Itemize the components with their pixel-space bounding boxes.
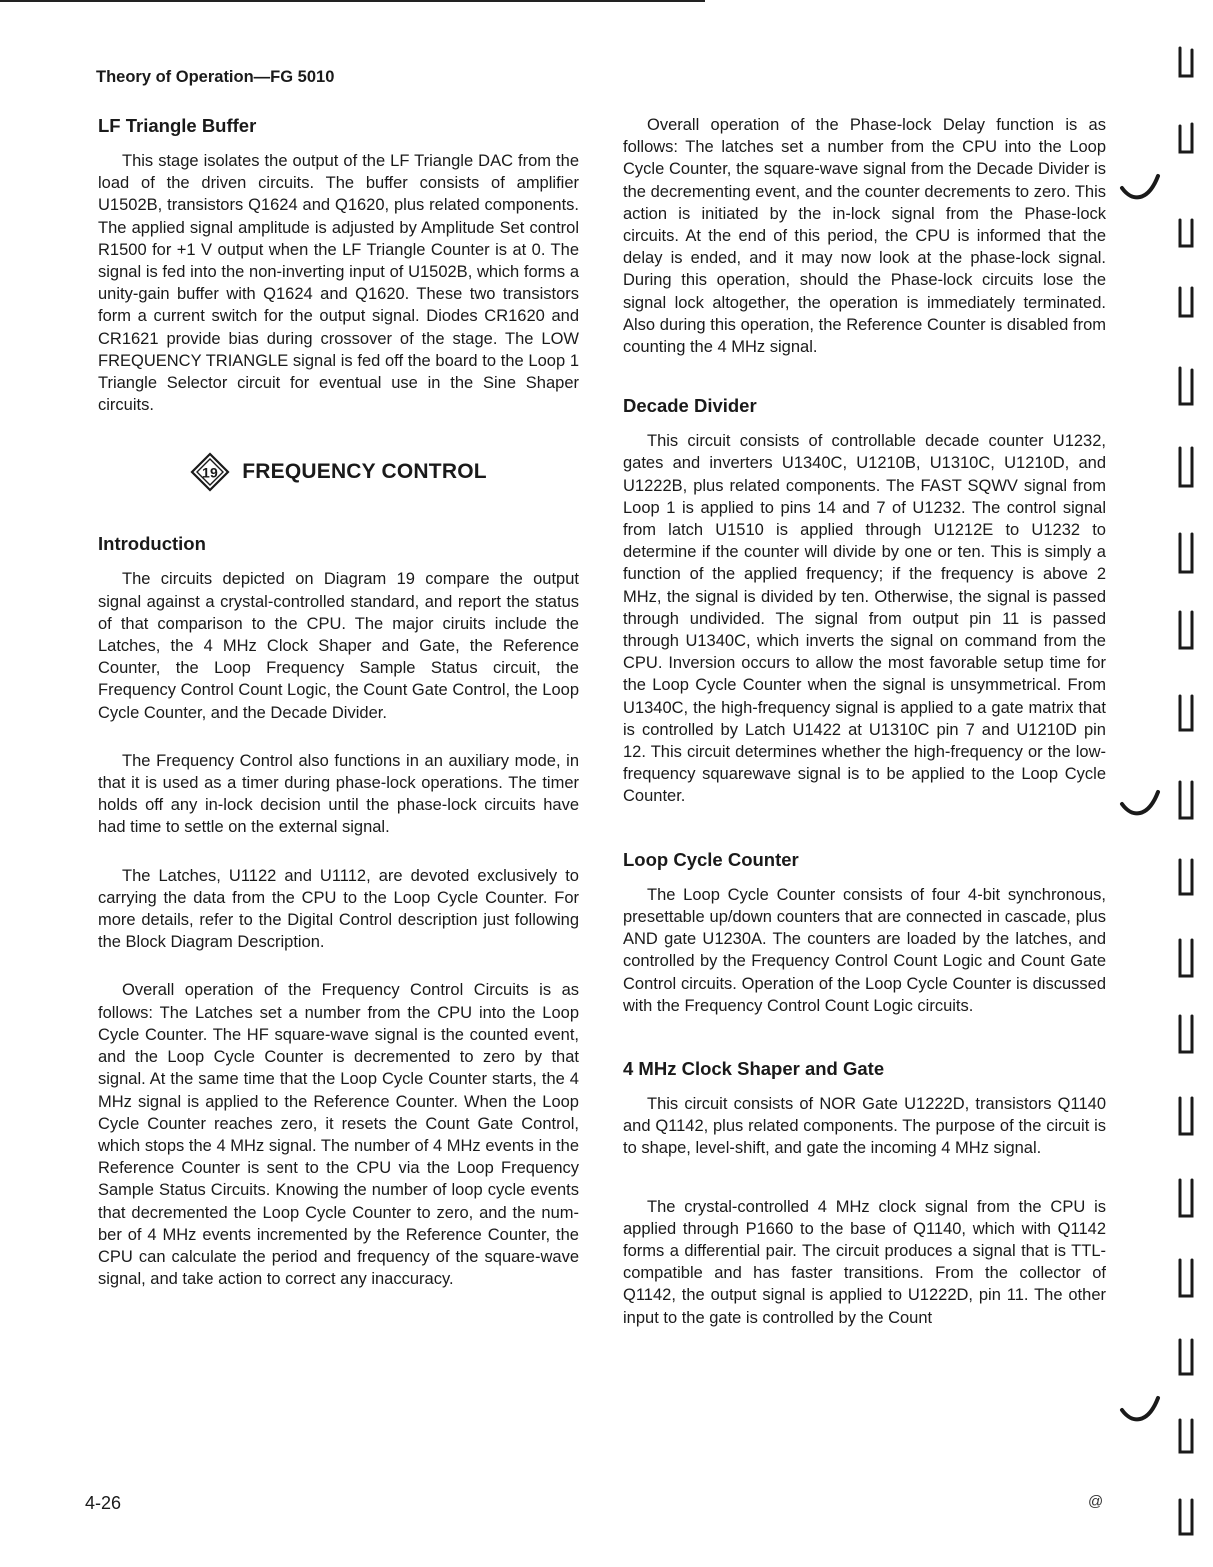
- footer-mark: @: [1088, 1493, 1104, 1510]
- binding-hole-mark: [1180, 1420, 1192, 1452]
- binding-hole-mark: [1180, 288, 1192, 316]
- binding-marks: [1164, 40, 1204, 1560]
- top-rule: [0, 0, 705, 2]
- binding-hole-mark: [1180, 1260, 1192, 1296]
- loop-cycle-counter-paragraph: The Loop Cycle Counter consists of four 4-bit synchronous, presettable up/down counters that are connected in cascade, plus AND gate U1230A. The counters are loaded by the latches, and controlled by the Frequency Control Count Logic and Count Gate Control circuits. Operation of the Loop Cycle Counter is discussed with the Frequency Control Count Logic circuits.: [623, 885, 1106, 1015]
- loop-cycle-counter-heading: Loop Cycle Counter: [623, 848, 799, 870]
- introduction-paragraph-1: The circuits depicted on Diagram 19 compare the output signal against a crystal-controlled standard, and report the status of that comparison to the CPU. The major ciruits include the Latches, the 4 MHz Clock Shaper and Gate, the Reference Counter, the Loop Frequency Sample Status circuit, the Frequency Control Count Logic, the Count Gate Control, the Loop Cycle Counter, and the Decade Divider.: [98, 570, 579, 722]
- binding-hole-mark: [1180, 1500, 1192, 1534]
- binding-hole-mark: [1180, 1016, 1192, 1052]
- binding-hole-mark: [1180, 448, 1192, 486]
- introduction-paragraph-2: The Frequency Control also functions in an auxiliary mode, in that it is used as a timer during phase-lock operations. The timer holds off any in-lock decision until the phase-lock circuits have had time to settle on the external signal.: [98, 751, 579, 837]
- decade-divider-paragraph: This circuit consists of controllable decade counter U1232, gates and inverters U1340C, U1210B, U1310C, U1210D, and U1222B, plus related components. The FAST SQWV signal from Loop 1 is applied to pins 14 and 7 of U1232. The control signal from latch U1510 is applied through U1212E to U1232 to determine if the counter will divide by one or ten. This is simply a function of the applied frequency; if the frequency is above 2 MHz, the signal is divided by ten. Otherwise, the signal is passed through undivided. The signal from output pin 11 is passed through U1340C, which inverts the signal on command from the CPU. Inversion occurs to allow the most favorable setup time for the Loop Cycle Counter when the signal is unsymmetrical. From U1340C, the high-frequency signal is applied to a gate matrix that is controlled by Latch U1422 at U1310C pin 7 and U1210D pin 12. This circuit determines whether the high-frequency or the low-frequency squarewave signal is to be applied to the Loop Cycle Counter.: [623, 432, 1106, 806]
- clock-shaper-paragraph-2: The crystal-controlled 4 MHz clock signal from the CPU is applied through P1660 to the base of Q1140, which with Q1142 forms a differential pair. The circuit produces a signal that is TTL-compatible and has faster transitions. From the collector of Q1142, the output signal is applied to U1222D, pin 11. The other input to the gate is controlled by the Count: [623, 1197, 1106, 1327]
- left-column: [98, 114, 579, 1290]
- decade-divider-heading: Decade Divider: [623, 395, 757, 417]
- running-head: Theory of Operation—FG 5010: [96, 68, 335, 86]
- right-column: [623, 114, 1106, 1329]
- binding-hole-mark: [1180, 534, 1192, 572]
- binding-hook-mark: [1118, 168, 1162, 212]
- page-number: 4-26: [85, 1493, 122, 1513]
- lf-triangle-buffer-paragraph: This stage isolates the output of the LF Triangle DAC from the load of the driven circuits. The buffer consists of amplifier U1502B, transistors Q1624 and Q1620, plus related components. The applied signal amplitude is adjusted by Amplitude Set control R1500 for +1 V output when the LF Triangle Counter is at 0. The signal is fed into the non-inverting input of U1502B, which forms a unity-gain buffer with Q1624 and Q1620. These two transistors form a current switch for the output signal. Diodes CR1620 and CR1621 provide bias during crossover of the stage. The LOW FREQUENCY TRIANGLE signal is fed off the board to the Loop 1 Triangle Selector circuit for eventual use in the Sine Shaper circuits.: [98, 152, 579, 415]
- binding-hole-mark: [1180, 940, 1192, 976]
- binding-hook-mark: [1118, 784, 1162, 828]
- clock-shaper-paragraph-1: This circuit consists of NOR Gate U1222D, transistors Q1140 and Q1142, plus related components. The purpose of the circuit is to shape, level-shift, and gate the incoming 4 MHz signal.: [623, 1094, 1106, 1158]
- binding-hole-mark: [1180, 368, 1192, 404]
- introduction-paragraph-4: Overall operation of the Frequency Control Circuits is as follows: The Latches set a number from the CPU into the Loop Cycle Counter. The HF square-wave signal is the counted event, and the Loop Cycle Counter is decremented to zero by that signal. At the same time that the Loop Cycle Counter starts, the 4 MHz signal is applied to the Reference Counter. When the Loop Cycle Counter reaches zero, it resets the Count Gate Control, which stops the 4 MHz signal. The number of 4 MHz events in the Reference Counter is sent to the CPU via the Loop Frequency Sample Status Circuits. Knowing the number of loop cycle events that decremented the Loop Cycle Counter to zero, and the number of 4 MHz events incremented by the Reference Counter, the CPU can calculate the period and frequency of the square-wave signal, and take action to correct any inaccuracy.: [98, 981, 579, 1289]
- lf-triangle-buffer-heading: LF Triangle Buffer: [98, 115, 257, 136]
- binding-hole-mark: [1180, 1098, 1192, 1134]
- binding-hole-mark: [1180, 220, 1192, 246]
- binding-hole-mark: [1180, 124, 1192, 152]
- binding-hole-mark: [1180, 48, 1192, 76]
- binding-hole-mark: [1180, 1340, 1192, 1374]
- section-title: FREQUENCY CONTROL: [242, 460, 487, 484]
- binding-hook-mark: [1118, 1390, 1162, 1434]
- binding-hole-mark: [1180, 696, 1192, 730]
- binding-hole-mark: [1180, 612, 1192, 648]
- binding-hole-mark: [1180, 860, 1192, 894]
- binding-hole-mark: [1180, 782, 1192, 818]
- introduction-heading: Introduction: [98, 533, 206, 555]
- frequency-control-section-heading: [98, 452, 579, 492]
- phase-lock-delay-paragraph: Overall operation of the Phase-lock Delay function is as follows: The latches set a number from the CPU into the Loop Cycle Counter, the square-wave signal from the Decade Divider is the decrementing event, and the counter decrements to zero. This action is initiated by the in-lock signal from the Phase-lock circuits. At the end of this period, the CPU is informed that the delay is ended, and it may now look at the phase-lock signal. During this operation, should the Phase-lock circuits lose the signal lock altogether, the operation is immediately terminated. Also during this operation, the Reference Counter is disabled from counting the 4 MHz signal.: [623, 116, 1106, 357]
- diagram-number-diamond-icon: [190, 452, 230, 492]
- binding-hole-mark: [1180, 1180, 1192, 1216]
- introduction-paragraph-3: The Latches, U1122 and U1112, are devoted exclusively to carrying the data from the CPU to the Loop Cycle Counter. For more details, refer to the Digital Control description just following the Block Diagram Description.: [98, 866, 579, 952]
- diagram-number: 19: [202, 464, 219, 481]
- clock-shaper-heading: 4 MHz Clock Shaper and Gate: [623, 1057, 885, 1079]
